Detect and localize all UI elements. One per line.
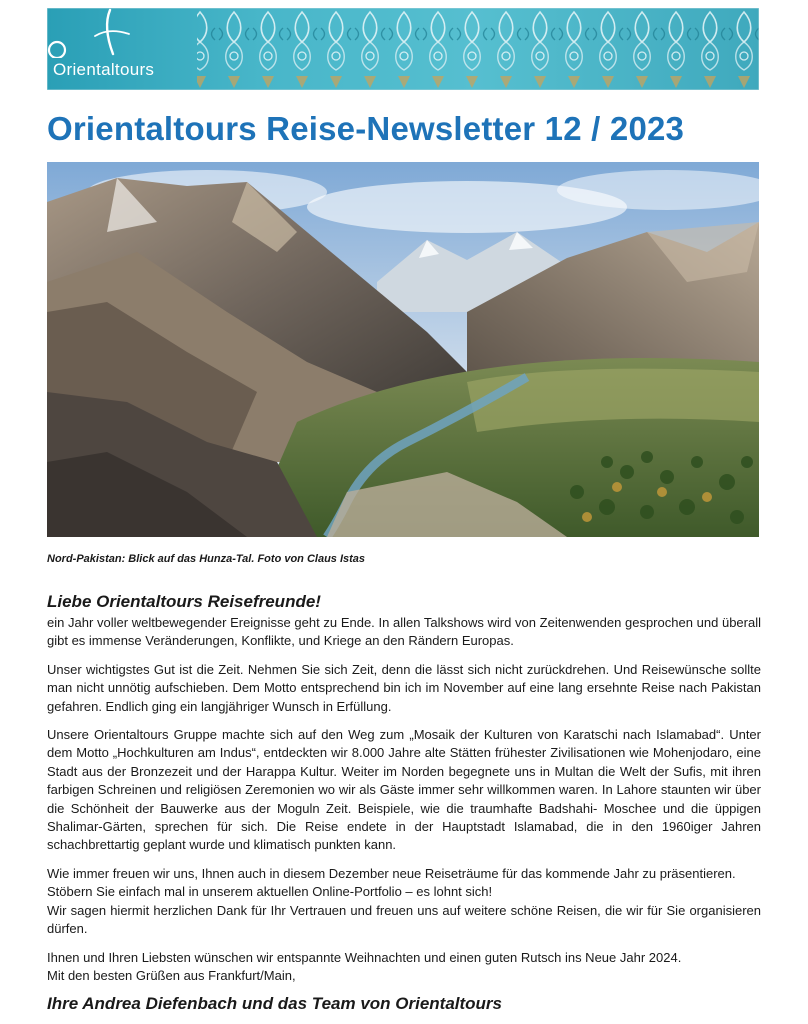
paragraph-line: Mit den besten Grüßen aus Frankfurt/Main, [47,967,296,983]
signature: Ihre Andrea Diefenbach und das Team von Orientaltours [47,994,502,1013]
newsletter-body [47,614,761,995]
paragraph: Unsere Orientaltours Gruppe machte sich auf den Weg zum „Mosaik der Kulturen von Karatschi nach Islamabad“. Unter dem Motto „Hochkulturen am Indus“, entdeckten wir 8.000 Jahre alte Stätten frühester Zivilisationen wie Mohenjodaro, eine Stadt aus der Bronzezeit und der Harappa Kultur. Weiter im Norden begegnete uns in Multan die Welt der Sufis, mit ihren farbigen Schreinen und religiösen Zeremonien wo wir als Gäste immer sehr willkommen waren. In Lahore staunten wir über die Schönheit der Bauwerke aus der Moguln Zeit. Beispiele, wie die traumhafte Badshahi- Moschee und die üppigen Shalimar-Gärten, sprechen für sich. Die Reise endete in der Hauptstadt Islamabad, die in den 1960iger Jahren schachbrettartig geplant wurde und klimatisch punkten kann. [47,727,761,853]
page-title: Orientaltours Reise-Newsletter 12 / 2023 [47,110,685,147]
paragraph-line: Stöbern Sie einfach mal in unserem aktuellen Online-Portfolio – es lohnt sich! [47,884,493,900]
paragraph-line: Wie immer freuen wir uns, Ihnen auch in diesem Dezember neue Reiseträume für das kommende Jahr zu präsentieren. [47,865,736,881]
greeting-heading: Liebe Orientaltours Reisefreunde! [47,592,321,611]
paragraph-line: Wir sagen hiermit herzlichen Dank für Ihr Vertrauen und freuen uns auf weitere schöne Reisen, die wir für Sie organisieren dürfen. [47,902,761,937]
logo-mark-icon [47,8,137,58]
hunza-valley-image [47,162,759,537]
hero-photo [47,162,759,537]
header-banner [47,8,759,90]
paragraph [47,865,761,939]
logo-text: Orientaltours [53,60,155,79]
paragraph-line: Ihnen und Ihren Liebsten wünschen wir entspannte Weihnachten und einen guten Rutsch ins Neue Jahr 2024. [47,949,682,965]
paragraph [47,949,761,986]
photo-caption: Nord-Pakistan: Blick auf das Hunza-Tal. Foto von Claus Istas [47,553,366,565]
paragraph: ein Jahr voller weltbewegender Ereignisse geht zu Ende. In allen Talkshows wird von Zeitenwenden gesprochen und überall gibt es immense Veränderungen, Konflikte, und Kriege an den Rändern Europas. [47,615,761,649]
paragraph: Unser wichtigstes Gut ist die Zeit. Nehmen Sie sich Zeit, denn die lässt sich nicht zurückdrehen. Und Reisewünsche sollte man nicht unnötig aufschieben. Dem Motto entsprechend bin ich im November auf eine lang ersehnte Reise nach Pakistan gefahren. Endlich ging ein langjähriger Wunsch in Erfüllung. [47,661,761,714]
